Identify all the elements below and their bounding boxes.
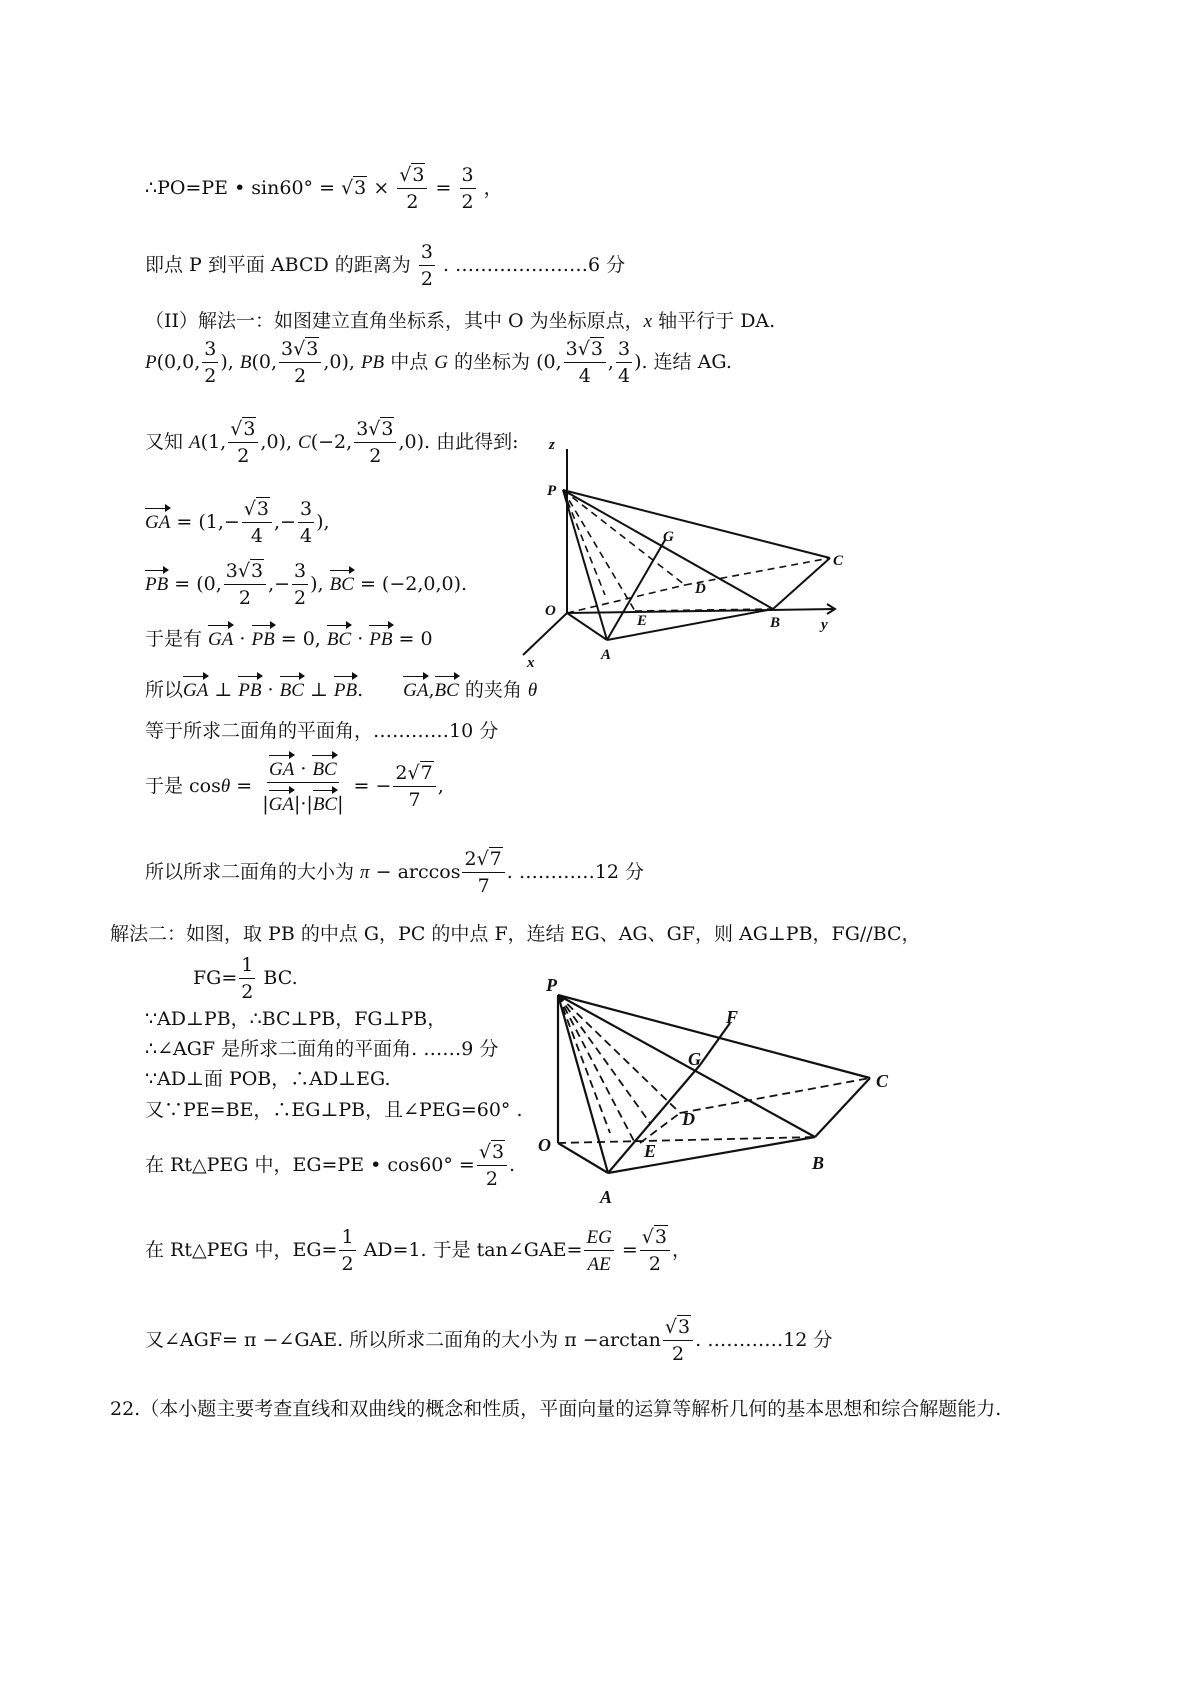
fraction	[298, 500, 314, 546]
text: 3	[412, 164, 425, 186]
text: ,0). 由此得到:	[398, 431, 519, 453]
text: G	[434, 352, 448, 373]
text: BC	[434, 680, 459, 701]
text: ),	[316, 511, 330, 533]
line-ad-plane	[145, 1070, 391, 1089]
text: 所以所求二面角的大小为	[145, 861, 361, 883]
line-dot-products	[145, 630, 433, 649]
text: . …………………6 分	[442, 254, 626, 276]
line-method2	[110, 925, 921, 944]
text: 3	[243, 418, 256, 440]
text: 3	[356, 418, 369, 440]
text: 3	[654, 1226, 667, 1248]
text: (1,	[200, 431, 227, 453]
figure-label: P	[547, 483, 557, 499]
text: ·	[351, 628, 370, 650]
figure-coordinate-pyramid	[527, 435, 885, 685]
figure-label: P	[546, 975, 557, 995]
text: 即点 P 到平面 ABCD 的距离为	[145, 254, 411, 276]
text: = (0,	[168, 573, 222, 595]
text: BC	[326, 629, 352, 650]
text: 2	[341, 1253, 354, 1275]
text: ,	[428, 679, 435, 701]
text: ∵AD⊥PB，∴BC⊥PB，FG⊥PB，	[145, 1008, 447, 1030]
text: ,0),	[260, 431, 299, 453]
text: 3	[565, 338, 578, 360]
text: BC.	[257, 967, 298, 989]
text: 3	[460, 166, 476, 189]
text: θ	[527, 680, 538, 701]
text: .	[509, 1154, 516, 1176]
text: 2	[648, 1253, 661, 1275]
text: 2	[395, 762, 408, 784]
text: 3	[590, 338, 603, 360]
fraction	[239, 956, 255, 1002]
figure-pyramid-method2	[540, 973, 910, 1213]
text: x	[643, 311, 653, 332]
line-cos-theta	[145, 760, 444, 814]
text: 2	[671, 1343, 685, 1365]
text: 3	[281, 338, 294, 360]
text: 等于所求二面角的平面角，…………10 分	[145, 720, 499, 742]
text: 4	[617, 365, 631, 387]
fraction: $\frac{3√3}{2}$	[279, 340, 321, 386]
text: =	[435, 177, 452, 199]
text: ⊥	[208, 679, 239, 701]
text: π	[360, 862, 370, 883]
fraction	[292, 562, 308, 608]
text: 轴平行于 DA.	[652, 310, 776, 332]
fraction	[339, 1228, 355, 1274]
text: 3	[256, 498, 269, 520]
text: =	[615, 1239, 638, 1261]
line-tan-gae	[145, 1228, 691, 1274]
text: 7	[420, 762, 433, 784]
line-a-c-coords	[145, 420, 519, 466]
text: 在 Rt△PEG 中，EG=PE • cos60° =	[145, 1154, 475, 1176]
text: P	[145, 352, 157, 373]
text: 2	[238, 587, 251, 609]
text: 3	[678, 1316, 691, 1338]
text: 2	[464, 848, 477, 870]
text: ∵AD⊥面 POB，∴AD⊥EG.	[145, 1068, 391, 1090]
figure-label: A	[600, 1187, 613, 1207]
text: (−2,	[310, 431, 353, 453]
line-po-formula	[145, 166, 503, 212]
fraction: $\frac{√3}{2}$	[640, 1228, 670, 1274]
text: PB	[333, 680, 358, 701]
text: (0,	[251, 351, 278, 373]
text: 3	[298, 500, 314, 523]
text: 所以	[145, 679, 184, 701]
text: . …………12 分	[506, 861, 645, 883]
text: 3	[491, 1141, 505, 1163]
figure-label: E	[644, 1141, 657, 1161]
text: 的夹角	[458, 679, 528, 701]
text: 又∠AGF= π −∠GAE. 所以所求二面角的大小为 π −arctan	[145, 1329, 661, 1351]
figure-label: B	[770, 615, 781, 631]
text: 2	[369, 445, 382, 467]
text: 2	[294, 587, 307, 609]
text: B	[239, 352, 252, 373]
text: 又知	[145, 431, 190, 453]
text: =	[230, 775, 253, 797]
line-plane-angle	[145, 722, 498, 741]
text: AD=1. 于是 tan∠GAE=	[357, 1239, 583, 1261]
text: 中点	[384, 351, 435, 373]
text: 1	[339, 1228, 355, 1251]
text: 解法二：如图，取 PB 的中点 G，PC 的中点 F，连结 EG、AG、GF，则 AG⊥PB，FG//BC，	[110, 923, 921, 945]
fraction: $\frac{√3}{2}$	[663, 1318, 693, 1364]
fraction: $\frac{2√7}{7}$	[462, 850, 504, 896]
fraction: $\frac{√3}{4}$	[242, 500, 272, 546]
fraction: $\frac{√3}{2}$	[397, 166, 427, 212]
figure-label: G	[663, 529, 674, 545]
text: . …………12 分	[695, 1329, 833, 1351]
text: = 0	[392, 628, 433, 650]
line-answer-arccos	[145, 850, 644, 896]
text: BC	[329, 574, 354, 595]
text: ·	[261, 679, 280, 701]
line-pb-bc-vectors	[145, 562, 467, 608]
text: 22.（本小题主要考查直线和双曲线的概念和性质，平面向量的运算等解析几何的基本思想和综合解题能力.	[110, 1398, 1002, 1420]
fraction	[584, 1228, 613, 1274]
text: ∴∠AGF 是所求二面角的平面角. ……9 分	[145, 1038, 499, 1060]
figure-label: y	[821, 617, 828, 633]
text: 2	[406, 191, 419, 213]
text: 4	[299, 525, 313, 547]
text: ,	[607, 351, 614, 373]
text: ,0),	[323, 351, 361, 373]
text: GA	[403, 680, 429, 701]
text: PB	[238, 680, 262, 701]
text: GA	[208, 629, 234, 650]
line-pe-be	[145, 1101, 523, 1120]
text: 3	[616, 340, 632, 363]
text: 3	[381, 418, 394, 440]
text: ),	[310, 573, 330, 595]
fraction: $\frac{√3}{2}$	[477, 1143, 507, 1189]
figure-label: C	[876, 1071, 889, 1091]
text: ,	[437, 775, 444, 797]
text: ,−	[274, 511, 296, 533]
line-answer-arctan	[145, 1318, 832, 1364]
text: 2	[485, 1168, 498, 1190]
text: = −	[347, 775, 392, 797]
line-ga-vector	[145, 500, 330, 546]
text: 3	[292, 562, 308, 585]
figure-label: C	[833, 553, 844, 569]
text: 又∵PE=BE，∴EG⊥PB，且∠PEG=60° .	[145, 1099, 523, 1121]
text: A	[189, 432, 201, 453]
text: 1	[239, 956, 255, 979]
text: GA	[269, 759, 295, 780]
text: θ	[220, 776, 231, 797]
text: 2	[294, 365, 307, 387]
text: PB	[369, 629, 393, 650]
text: 2	[420, 268, 433, 290]
text: 3	[225, 560, 238, 582]
text: FG=	[193, 967, 238, 989]
text: ·	[233, 628, 252, 650]
text: BC	[279, 680, 304, 701]
text: 2	[241, 981, 254, 1003]
text: ,−	[268, 573, 291, 595]
text: PB	[251, 629, 275, 650]
figure-label: E	[637, 613, 648, 629]
text: 3	[250, 560, 264, 582]
fraction: $\frac{3√3}{4}$	[564, 340, 606, 386]
line-fg	[193, 956, 298, 1002]
text: 3	[354, 177, 367, 199]
text: 于是有	[145, 628, 209, 650]
text: （II）解法一：如图建立直角坐标系，其中 O 为坐标原点，	[145, 310, 644, 332]
fraction: $\frac{3√3}{2}$	[354, 420, 396, 466]
text: ，	[483, 177, 503, 199]
text: = 0,	[274, 628, 327, 650]
fraction: $\frac{2√7}{7}$	[393, 764, 435, 810]
text: GA	[268, 794, 294, 815]
text: AE	[587, 1254, 611, 1275]
figure-label: O	[545, 603, 556, 619]
line-eg-cos	[145, 1143, 515, 1189]
figure-label: D	[682, 1109, 695, 1129]
text: EG	[584, 1228, 613, 1251]
text: 4	[250, 525, 263, 547]
text: 7	[408, 789, 421, 811]
line-distance	[145, 243, 625, 289]
fraction: $\frac{3√3}{2}$	[224, 562, 266, 608]
text: 3	[202, 340, 218, 363]
fraction: $\frac{GA \cdot BC}{|GA|\cdot|BC|}$	[262, 758, 344, 815]
text: ⊥	[303, 679, 334, 701]
text: PB	[145, 574, 169, 595]
text: ). 连结 AG.	[634, 351, 732, 373]
text: ),	[220, 351, 240, 373]
line-method1	[145, 312, 775, 331]
text: BC	[312, 759, 337, 780]
text: ×	[373, 177, 390, 199]
figure-label: z	[549, 437, 555, 453]
fraction: $\frac{√3}{2}$	[228, 420, 258, 466]
text: 4	[578, 365, 591, 387]
text: (0,0,	[156, 351, 201, 373]
text: BC	[312, 794, 338, 815]
text: = (−2,0,0).	[353, 573, 468, 595]
text: GA	[183, 680, 209, 701]
text: PB	[360, 352, 385, 373]
text: 3	[306, 338, 319, 360]
text: 7	[477, 875, 490, 897]
text: 7	[489, 848, 502, 870]
figure-label: B	[812, 1153, 825, 1173]
fraction	[202, 340, 218, 386]
fraction	[616, 340, 632, 386]
text: = (1,−	[170, 511, 240, 533]
figure-label: A	[601, 647, 612, 663]
text: 2	[204, 365, 217, 387]
fraction	[460, 166, 476, 212]
text: 在 Rt△PEG 中，EG=	[145, 1239, 338, 1261]
text: 于是 cos	[145, 775, 221, 797]
text: 2	[461, 191, 474, 213]
line-coordinates	[145, 340, 732, 386]
text: .	[357, 679, 364, 701]
line-problem-22	[110, 1400, 1001, 1419]
figure-label: O	[538, 1135, 551, 1155]
text: 2	[237, 445, 250, 467]
text: C	[298, 432, 311, 453]
text: − arccos	[369, 861, 461, 883]
sqrt: √3	[341, 177, 367, 199]
figure-label: G	[688, 1049, 701, 1069]
text: ∴PO=PE • sin60° =	[145, 177, 336, 199]
text: ，	[671, 1239, 691, 1261]
figure-label: F	[726, 1007, 739, 1027]
text: 3	[419, 243, 435, 266]
line-perpendicular	[145, 681, 537, 700]
text: GA	[145, 512, 171, 533]
figure-label: D	[695, 581, 706, 597]
fraction	[419, 243, 435, 289]
figure-label: x	[527, 655, 535, 671]
text: 的坐标为 (0,	[448, 351, 562, 373]
line-ad-perp	[145, 1010, 446, 1029]
line-agf-angle	[145, 1040, 498, 1059]
text: ·	[294, 758, 313, 780]
